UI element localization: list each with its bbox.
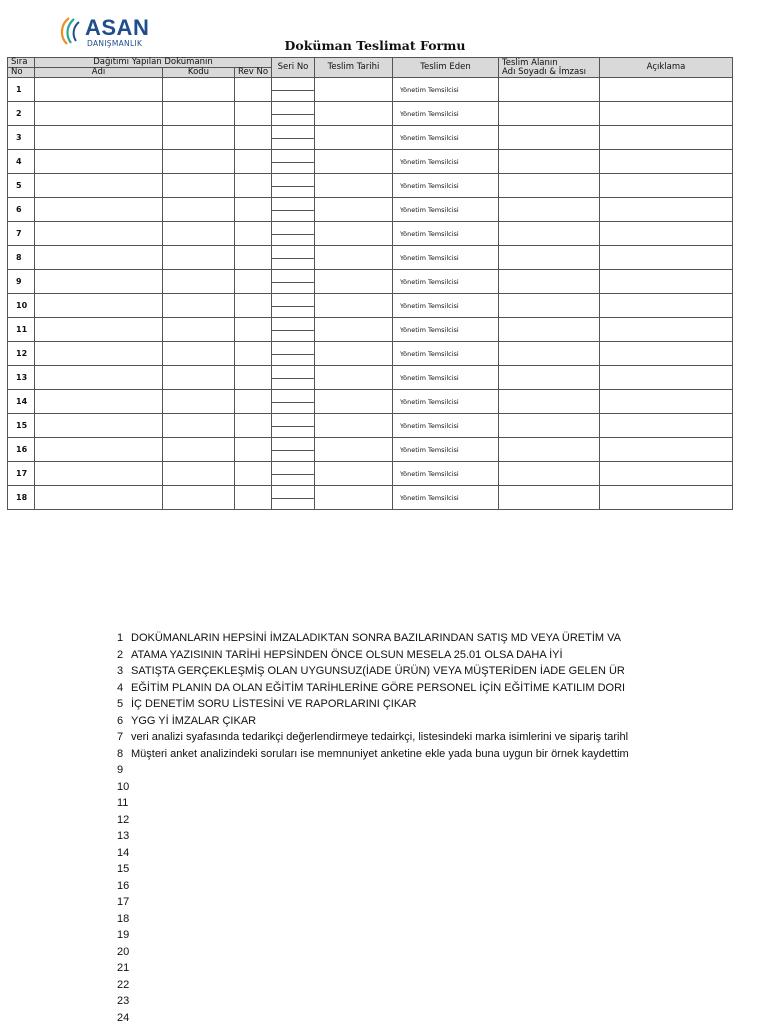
cell-adi[interactable] — [35, 438, 163, 462]
cell-teslim-tarihi[interactable] — [315, 438, 393, 462]
cell-teslim-tarihi[interactable] — [315, 102, 393, 126]
cell-teslim-tarihi[interactable] — [315, 222, 393, 246]
seri-no-divider — [272, 90, 314, 91]
row-number: 17 — [8, 462, 35, 486]
row-number: 8 — [8, 246, 35, 270]
note-text: EĞİTİM PLANIN DA OLAN EĞİTİM TARİHLERİNE GÖRE PERSONEL İÇİN EĞİTİME KATILIM DORI — [131, 680, 625, 697]
note-number: 21 — [117, 960, 131, 977]
cell-teslim-alan-imza[interactable] — [499, 294, 600, 318]
cell-teslim-eden: Yönetim Temsilcisi — [393, 294, 499, 318]
cell-teslim-alan-imza[interactable] — [499, 414, 600, 438]
cell-aciklama[interactable] — [600, 78, 733, 102]
cell-teslim-tarihi[interactable] — [315, 246, 393, 270]
cell-aciklama[interactable] — [600, 390, 733, 414]
note-number: 15 — [117, 861, 131, 878]
cell-kodu[interactable] — [163, 414, 235, 438]
cell-rev-no[interactable] — [235, 222, 272, 246]
cell-teslim-eden: Yönetim Temsilcisi — [393, 222, 499, 246]
cell-teslim-eden: Yönetim Temsilcisi — [393, 198, 499, 222]
cell-teslim-alan-imza[interactable] — [499, 150, 600, 174]
note-item — [117, 828, 700, 845]
cell-teslim-eden: Yönetim Temsilcisi — [393, 438, 499, 462]
note-item — [117, 795, 700, 812]
note-item — [117, 944, 700, 961]
cell-teslim-eden: Yönetim Temsilcisi — [393, 102, 499, 126]
cell-teslim-eden: Yönetim Temsilcisi — [393, 126, 499, 150]
cell-aciklama[interactable] — [600, 438, 733, 462]
cell-teslim-alan-imza[interactable] — [499, 366, 600, 390]
header-teslim-alan-line1: Teslim Alanın — [502, 59, 599, 68]
table-row — [8, 150, 733, 174]
note-number: 8 — [117, 746, 131, 763]
note-number: 5 — [117, 696, 131, 713]
cell-adi[interactable] — [35, 102, 163, 126]
header-teslim-eden: Teslim Eden — [393, 58, 499, 78]
cell-teslim-tarihi[interactable] — [315, 414, 393, 438]
note-item — [117, 647, 700, 664]
seri-no-divider — [272, 306, 314, 307]
logo-swoosh-icon — [55, 14, 87, 48]
cell-teslim-tarihi[interactable] — [315, 486, 393, 510]
cell-teslim-tarihi[interactable] — [315, 318, 393, 342]
header-aciklama: Açıklama — [600, 58, 733, 78]
cell-teslim-eden: Yönetim Temsilcisi — [393, 270, 499, 294]
cell-kodu[interactable] — [163, 150, 235, 174]
table-row — [8, 342, 733, 366]
note-number: 2 — [117, 647, 131, 664]
cell-rev-no[interactable] — [235, 366, 272, 390]
note-number: 11 — [117, 795, 131, 812]
cell-aciklama[interactable] — [600, 486, 733, 510]
cell-teslim-tarihi[interactable] — [315, 270, 393, 294]
cell-kodu[interactable] — [163, 246, 235, 270]
cell-teslim-alan-imza[interactable] — [499, 390, 600, 414]
table-row — [8, 294, 733, 318]
seri-no-divider — [272, 330, 314, 331]
seri-no-divider — [272, 402, 314, 403]
cell-teslim-eden: Yönetim Temsilcisi — [393, 366, 499, 390]
cell-teslim-alan-imza[interactable] — [499, 246, 600, 270]
note-number: 16 — [117, 878, 131, 895]
cell-teslim-tarihi[interactable] — [315, 462, 393, 486]
cell-teslim-eden: Yönetim Temsilcisi — [393, 174, 499, 198]
note-text: İÇ DENETİM SORU LİSTESİNİ VE RAPORLARINI ÇIKAR — [131, 696, 416, 713]
cell-kodu[interactable] — [163, 318, 235, 342]
cell-seri-no[interactable] — [272, 414, 315, 438]
table-row — [8, 390, 733, 414]
cell-aciklama[interactable] — [600, 342, 733, 366]
row-number: 10 — [8, 294, 35, 318]
cell-adi[interactable] — [35, 150, 163, 174]
cell-rev-no[interactable] — [235, 486, 272, 510]
note-item — [117, 812, 700, 829]
cell-adi[interactable] — [35, 246, 163, 270]
cell-teslim-tarihi[interactable] — [315, 126, 393, 150]
cell-kodu[interactable] — [163, 438, 235, 462]
cell-adi[interactable] — [35, 462, 163, 486]
note-item — [117, 861, 700, 878]
cell-aciklama[interactable] — [600, 126, 733, 150]
cell-seri-no[interactable] — [272, 462, 315, 486]
note-item — [117, 911, 700, 928]
cell-seri-no[interactable] — [272, 294, 315, 318]
cell-adi[interactable] — [35, 486, 163, 510]
cell-kodu[interactable] — [163, 78, 235, 102]
note-text: veri analizi syafasında tedarikçi değerlendirmeye tedairkçi, listesindeki marka isimlerini ve sipariş tarihl — [131, 729, 628, 746]
cell-aciklama[interactable] — [600, 366, 733, 390]
cell-teslim-tarihi[interactable] — [315, 198, 393, 222]
note-text: Müşteri anket analizindeki soruları ise memnuniyet anketine ekle yada buna uygun bir örnek kaydettim — [131, 746, 629, 763]
row-number: 14 — [8, 390, 35, 414]
cell-teslim-alan-imza[interactable] — [499, 78, 600, 102]
header-adi: Adı — [35, 68, 163, 78]
table-row — [8, 78, 733, 102]
cell-teslim-alan-imza[interactable] — [499, 486, 600, 510]
logo-wordmark: ASAN — [85, 15, 149, 41]
delivery-table — [7, 57, 733, 510]
seri-no-divider — [272, 234, 314, 235]
cell-kodu[interactable] — [163, 294, 235, 318]
note-number: 12 — [117, 812, 131, 829]
cell-rev-no[interactable] — [235, 78, 272, 102]
cell-teslim-eden: Yönetim Temsilcisi — [393, 486, 499, 510]
cell-seri-no[interactable] — [272, 198, 315, 222]
row-number: 7 — [8, 222, 35, 246]
cell-adi[interactable] — [35, 270, 163, 294]
cell-adi[interactable] — [35, 318, 163, 342]
header-teslim-tarihi: Teslim Tarihi — [315, 58, 393, 78]
cell-kodu[interactable] — [163, 222, 235, 246]
row-number: 9 — [8, 270, 35, 294]
row-number: 5 — [8, 174, 35, 198]
cell-rev-no[interactable] — [235, 462, 272, 486]
note-number: 7 — [117, 729, 131, 746]
cell-rev-no[interactable] — [235, 414, 272, 438]
row-number: 3 — [8, 126, 35, 150]
cell-teslim-eden: Yönetim Temsilcisi — [393, 342, 499, 366]
logo-subtitle: DANIŞMANLIK — [87, 39, 142, 48]
cell-adi[interactable] — [35, 222, 163, 246]
table-row — [8, 198, 733, 222]
note-text: DOKÜMANLARIN HEPSİNİ İMZALADIKTAN SONRA BAZILARINDAN SATIŞ MD VEYA ÜRETİM VA — [131, 630, 621, 647]
cell-teslim-tarihi[interactable] — [315, 342, 393, 366]
cell-adi[interactable] — [35, 390, 163, 414]
header-kodu: Kodu — [163, 68, 235, 78]
cell-adi[interactable] — [35, 126, 163, 150]
seri-no-divider — [272, 138, 314, 139]
cell-teslim-alan-imza[interactable] — [499, 102, 600, 126]
cell-adi[interactable] — [35, 198, 163, 222]
cell-rev-no[interactable] — [235, 342, 272, 366]
cell-kodu[interactable] — [163, 366, 235, 390]
seri-no-divider — [272, 114, 314, 115]
row-number: 2 — [8, 102, 35, 126]
cell-adi[interactable] — [35, 174, 163, 198]
cell-kodu[interactable] — [163, 462, 235, 486]
cell-rev-no[interactable] — [235, 270, 272, 294]
note-number: 23 — [117, 993, 131, 1010]
note-number: 1 — [117, 630, 131, 647]
cell-kodu[interactable] — [163, 174, 235, 198]
cell-teslim-alan-imza[interactable] — [499, 438, 600, 462]
cell-teslim-eden: Yönetim Temsilcisi — [393, 390, 499, 414]
note-text: SATIŞTA GERÇEKLEŞMİŞ OLAN UYGUNSUZ(İADE ÜRÜN) VEYA MÜŞTERİDEN İADE GELEN ÜR — [131, 663, 625, 680]
table-row — [8, 462, 733, 486]
note-number: 9 — [117, 762, 131, 779]
row-number: 13 — [8, 366, 35, 390]
cell-rev-no[interactable] — [235, 150, 272, 174]
cell-seri-no[interactable] — [272, 126, 315, 150]
table-row — [8, 246, 733, 270]
cell-kodu[interactable] — [163, 270, 235, 294]
cell-aciklama[interactable] — [600, 414, 733, 438]
cell-rev-no[interactable] — [235, 438, 272, 462]
cell-adi[interactable] — [35, 414, 163, 438]
cell-kodu[interactable] — [163, 390, 235, 414]
cell-teslim-alan-imza[interactable] — [499, 198, 600, 222]
cell-kodu[interactable] — [163, 486, 235, 510]
note-item — [117, 845, 700, 862]
cell-seri-no[interactable] — [272, 174, 315, 198]
cell-rev-no[interactable] — [235, 174, 272, 198]
notes-list — [117, 630, 700, 1026]
cell-kodu[interactable] — [163, 198, 235, 222]
note-text: YGG Yİ İMZALAR ÇIKAR — [131, 713, 256, 730]
header-sira-line1: Sıra — [8, 58, 35, 68]
cell-aciklama[interactable] — [600, 294, 733, 318]
row-number: 6 — [8, 198, 35, 222]
note-number: 13 — [117, 828, 131, 845]
note-item — [117, 779, 700, 796]
cell-teslim-alan-imza[interactable] — [499, 222, 600, 246]
cell-teslim-eden: Yönetim Temsilcisi — [393, 414, 499, 438]
row-number: 11 — [8, 318, 35, 342]
cell-aciklama[interactable] — [600, 150, 733, 174]
company-logo — [55, 14, 165, 54]
cell-aciklama[interactable] — [600, 462, 733, 486]
cell-aciklama[interactable] — [600, 270, 733, 294]
cell-adi[interactable] — [35, 294, 163, 318]
cell-seri-no[interactable] — [272, 438, 315, 462]
note-item — [117, 878, 700, 895]
table-row — [8, 366, 733, 390]
note-item — [117, 993, 700, 1010]
seri-no-divider — [272, 282, 314, 283]
header-teslim-alan-line2: Adı Soyadı & İmzası — [502, 68, 599, 77]
row-number: 12 — [8, 342, 35, 366]
seri-no-divider — [272, 162, 314, 163]
cell-rev-no[interactable] — [235, 246, 272, 270]
cell-rev-no[interactable] — [235, 126, 272, 150]
seri-no-divider — [272, 210, 314, 211]
note-text: ATAMA YAZISININ TARİHİ HEPSİNDEN ÖNCE OLSUN MESELA 25.01 OLSA DAHA İYİ — [131, 647, 563, 664]
note-number: 6 — [117, 713, 131, 730]
note-item — [117, 696, 700, 713]
note-number: 10 — [117, 779, 131, 796]
header-seri-no: Seri No — [272, 58, 315, 78]
cell-seri-no[interactable] — [272, 78, 315, 102]
cell-teslim-tarihi[interactable] — [315, 78, 393, 102]
cell-rev-no[interactable] — [235, 198, 272, 222]
note-item — [117, 713, 700, 730]
note-number: 24 — [117, 1010, 131, 1026]
table-row — [8, 438, 733, 462]
seri-no-divider — [272, 378, 314, 379]
cell-teslim-eden: Yönetim Temsilcisi — [393, 318, 499, 342]
note-number: 3 — [117, 663, 131, 680]
cell-adi[interactable] — [35, 366, 163, 390]
note-item — [117, 680, 700, 697]
cell-seri-no[interactable] — [272, 318, 315, 342]
cell-seri-no[interactable] — [272, 222, 315, 246]
cell-teslim-tarihi[interactable] — [315, 366, 393, 390]
note-item — [117, 663, 700, 680]
note-number: 20 — [117, 944, 131, 961]
cell-teslim-eden: Yönetim Temsilcisi — [393, 150, 499, 174]
note-item — [117, 762, 700, 779]
cell-rev-no[interactable] — [235, 294, 272, 318]
header-teslim-alan — [499, 58, 600, 78]
seri-no-divider — [272, 186, 314, 187]
cell-teslim-eden: Yönetim Temsilcisi — [393, 462, 499, 486]
cell-seri-no[interactable] — [272, 486, 315, 510]
cell-seri-no[interactable] — [272, 150, 315, 174]
cell-teslim-alan-imza[interactable] — [499, 462, 600, 486]
cell-seri-no[interactable] — [272, 246, 315, 270]
seri-no-divider — [272, 426, 314, 427]
table-row — [8, 270, 733, 294]
cell-kodu[interactable] — [163, 342, 235, 366]
cell-seri-no[interactable] — [272, 270, 315, 294]
note-item — [117, 746, 700, 763]
cell-aciklama[interactable] — [600, 198, 733, 222]
cell-teslim-eden: Yönetim Temsilcisi — [393, 78, 499, 102]
note-item — [117, 630, 700, 647]
seri-no-divider — [272, 450, 314, 451]
row-number: 18 — [8, 486, 35, 510]
cell-seri-no[interactable] — [272, 390, 315, 414]
cell-teslim-tarihi[interactable] — [315, 294, 393, 318]
row-number: 15 — [8, 414, 35, 438]
note-number: 18 — [117, 911, 131, 928]
table-row — [8, 414, 733, 438]
note-item — [117, 977, 700, 994]
seri-no-divider — [272, 474, 314, 475]
cell-aciklama[interactable] — [600, 222, 733, 246]
note-item — [117, 927, 700, 944]
cell-aciklama[interactable] — [600, 102, 733, 126]
cell-teslim-tarihi[interactable] — [315, 390, 393, 414]
seri-no-divider — [272, 498, 314, 499]
cell-teslim-alan-imza[interactable] — [499, 270, 600, 294]
note-number: 17 — [117, 894, 131, 911]
table-row — [8, 486, 733, 510]
cell-adi[interactable] — [35, 342, 163, 366]
cell-teslim-tarihi[interactable] — [315, 150, 393, 174]
header-sira-line2: No — [8, 68, 35, 78]
cell-rev-no[interactable] — [235, 390, 272, 414]
cell-seri-no[interactable] — [272, 366, 315, 390]
cell-seri-no[interactable] — [272, 102, 315, 126]
cell-aciklama[interactable] — [600, 174, 733, 198]
cell-teslim-alan-imza[interactable] — [499, 342, 600, 366]
cell-aciklama[interactable] — [600, 246, 733, 270]
row-number: 1 — [8, 78, 35, 102]
row-number: 16 — [8, 438, 35, 462]
cell-teslim-tarihi[interactable] — [315, 174, 393, 198]
seri-no-divider — [272, 354, 314, 355]
note-number: 22 — [117, 977, 131, 994]
note-item — [117, 960, 700, 977]
table-row — [8, 174, 733, 198]
form-title: Doküman Teslimat Formu — [250, 38, 500, 53]
header-rev-no: Rev No — [235, 68, 272, 78]
note-item — [117, 894, 700, 911]
note-number: 4 — [117, 680, 131, 697]
cell-rev-no[interactable] — [235, 102, 272, 126]
cell-adi[interactable] — [35, 78, 163, 102]
note-number: 19 — [117, 927, 131, 944]
table-row — [8, 102, 733, 126]
cell-seri-no[interactable] — [272, 342, 315, 366]
note-item — [117, 729, 700, 746]
cell-rev-no[interactable] — [235, 318, 272, 342]
cell-teslim-alan-imza[interactable] — [499, 126, 600, 150]
table-row — [8, 126, 733, 150]
table-row — [8, 222, 733, 246]
cell-kodu[interactable] — [163, 126, 235, 150]
cell-kodu[interactable] — [163, 102, 235, 126]
header-group-document: Dağıtımı Yapılan Dokümanın — [35, 58, 272, 68]
cell-aciklama[interactable] — [600, 318, 733, 342]
row-number: 4 — [8, 150, 35, 174]
seri-no-divider — [272, 258, 314, 259]
cell-teslim-alan-imza[interactable] — [499, 318, 600, 342]
table-row — [8, 318, 733, 342]
cell-teslim-eden: Yönetim Temsilcisi — [393, 246, 499, 270]
cell-teslim-alan-imza[interactable] — [499, 174, 600, 198]
note-number: 14 — [117, 845, 131, 862]
